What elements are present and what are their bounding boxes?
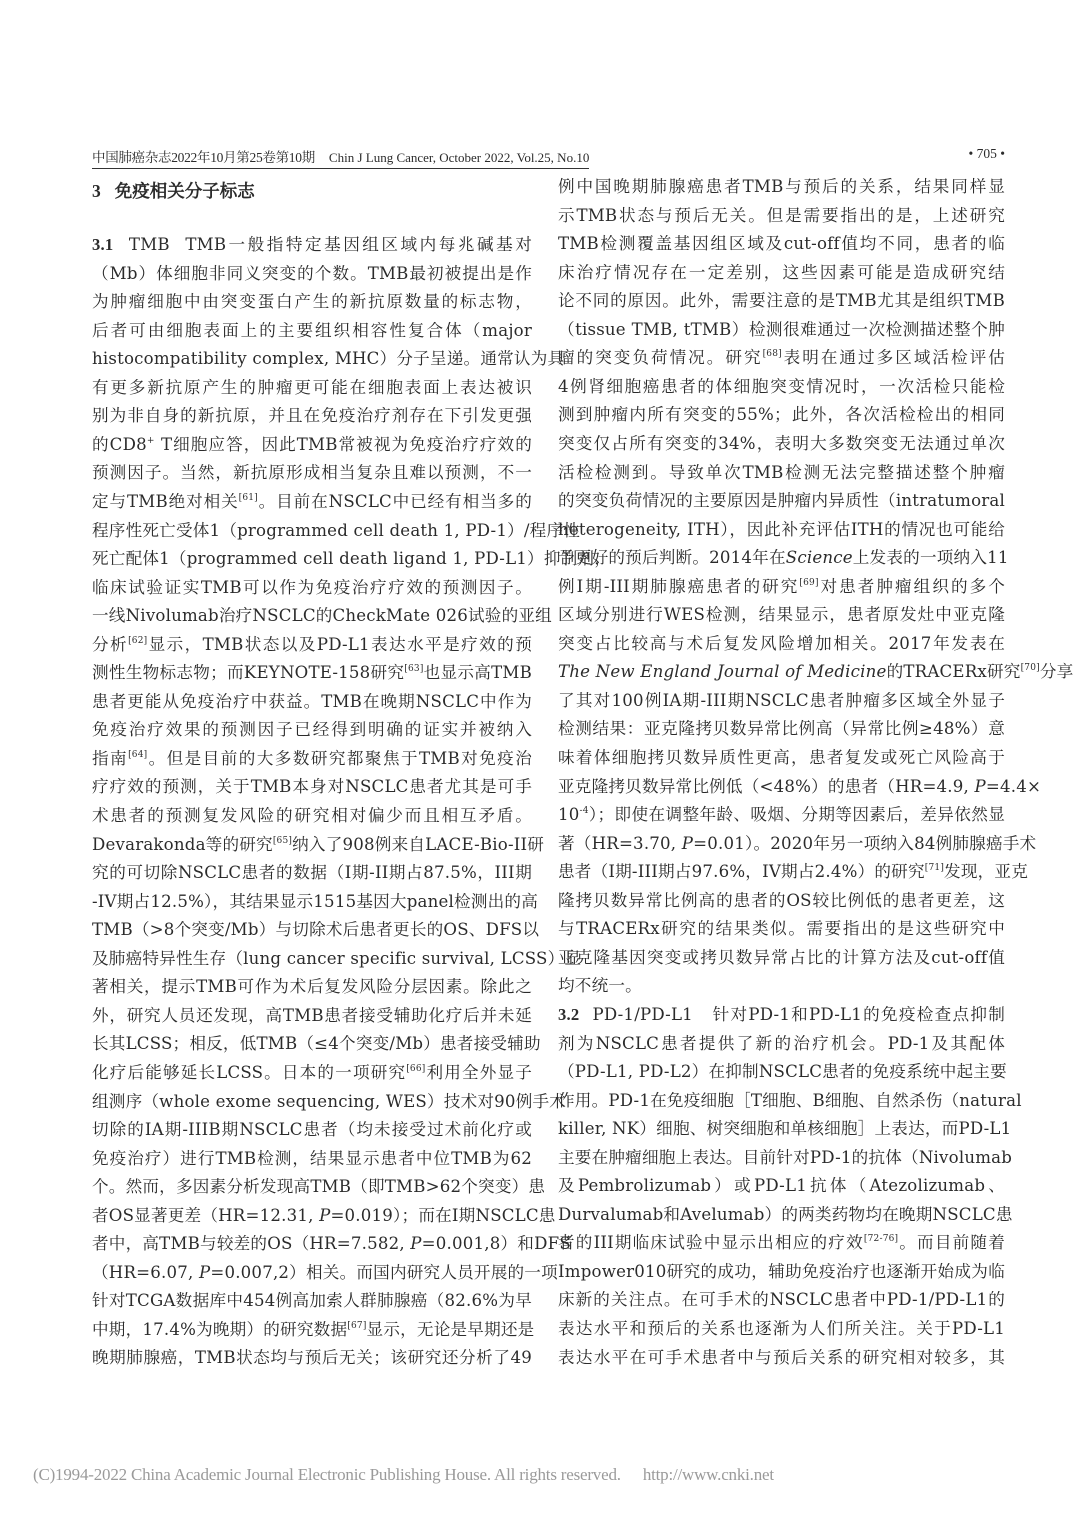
text-line: 化疗后能够延长LCSS。日本的一项研究[66]利用全外显子 — [92, 1062, 532, 1082]
text-line: 突变仅占所有突变的34%，表明大多数突变无法通过单次 — [558, 433, 1005, 453]
text-line: 者OS显著更差（HR=12.31, P=0.019）；而在I期NSCLC患 — [92, 1205, 556, 1225]
text-line: 均不统一。 — [558, 976, 642, 996]
text-line: 患者（I期-III期占97.6%，IV期占2.4%）的研究[71]发现，亚克 — [558, 862, 1029, 882]
text-line: （PD-L1, PD-L2）在抑制NSCLC患者的免疫系统中起主要 — [558, 1062, 1007, 1082]
text-line: 测性生物标志物；而KEYNOTE-158研究[63]也显示高TMB — [92, 663, 532, 683]
text-line: 外，研究人员还发现，高TMB患者接受辅助化疗后并未延 — [92, 1005, 532, 1025]
text-line: 个。然而，多因素分析发现高TMB（即TMB>62个突变）患 — [92, 1177, 546, 1197]
text-line: 临床试验证实TMB可以作为免疫治疗疗效的预测因子。 — [92, 577, 532, 597]
text-line: 表达水平和预后的关系也逐渐为人们所关注。关于PD-L1 — [558, 1319, 1005, 1338]
text-line: 4例肾细胞癌患者的体细胞突变情况时，一次活检只能检 — [558, 376, 1005, 396]
text-line: 免疫治疗）进行TMB检测，结果显示患者中位TMB为62 — [92, 1148, 532, 1168]
text-line: 3.2 PD-1/PD-L1 针对PD-1和PD-L1的免疫检查点抑制 — [558, 1004, 1005, 1024]
text-line: 后者可由细胞表面上的主要组织相容性复合体（major — [92, 320, 532, 340]
text-line: 为肿瘤细胞中由突变蛋白产生的新抗原数量的标志物， — [92, 292, 532, 312]
text-line: 亚克隆拷贝数异常比例低（<48%）的患者（HR=4.9, P=4.4× — [558, 776, 1042, 796]
text-line: 究的可切除NSCLC患者的数据（I期-II期占87.5%，III期 — [92, 863, 532, 883]
text-line: 组测序（whole exome sequencing, WES）技术对90例手术 — [92, 1091, 567, 1111]
footer-url: http://www.cnki.net — [642, 1465, 774, 1484]
text-line: 示TMB状态与预后无关。但是需要指出的是，上述研究 — [558, 205, 1005, 225]
text-line: 患者更能从免疫治疗中获益。TMB在晚期NSCLC中作为 — [92, 691, 532, 711]
text-line: 中期，17.4%为晚期）的研究数据[67]显示，无论是早期还是 — [92, 1319, 535, 1339]
text-line: 味着体细胞拷贝数异质性更高，患者复发或死亡风险高于 — [558, 748, 1005, 767]
text-line: （tissue TMB, tTMB）检测很难通过一次检测描述整个肿 — [558, 319, 1005, 339]
text-line: 突变占比较高与术后复发风险增加相关。2017年发表在 — [558, 633, 1005, 653]
text-line: 预测因子。当然，新抗原形成相当复杂且难以预测，不一 — [92, 463, 532, 483]
text-line: histocompatibility complex, MHC）分子呈递。通常认为具 — [92, 349, 565, 369]
text-line: 一线Nivolumab治疗NSCLC的CheckMate 026试验的亚组 — [92, 606, 552, 626]
text-line: 程序性死亡受体1（programmed cell death 1, PD-1）/程序性 — [92, 520, 581, 540]
text-line: 长其LCSS；相反，低TMB（≤4个突变/Mb）患者接受辅助 — [92, 1034, 541, 1054]
journal-citation — [92, 146, 589, 169]
text-line: 死亡配体1（programmed cell death ligand 1, PD-L1）抑制剂， — [92, 549, 612, 569]
section-heading — [92, 178, 255, 203]
text-line: 者的III期临床试验中显示出相应的疗效[72-76]。而目前随着 — [558, 1233, 1005, 1253]
text-line: 床新的关注点。在可手术的NSCLC患者中PD-1/PD-L1的 — [558, 1290, 1005, 1310]
text-line: 检测结果：亚克隆拷贝数异常比例高（异常比例≥48%）意 — [558, 719, 1005, 739]
text-line: 亚克隆基因突变或拷贝数异常占比的计算方法及cut-off值 — [558, 947, 1005, 967]
text-line: （HR=6.07, P=0.007,2）相关。而国内研究人员开展的一项 — [92, 1262, 558, 1282]
text-line: 测到肿瘤内所有突变的55%；此外，各次活检检出的相同 — [558, 405, 1005, 425]
text-line: 论不同的原因。此外，需要注意的是TMB尤其是组织TMB — [558, 291, 1005, 311]
text-line: Impower010研究的成功，辅助免疫治疗也逐渐开始成为临 — [558, 1261, 1005, 1281]
text-line: 活检检测到。导致单次TMB检测无法完整描述整个肿瘤 — [558, 462, 1005, 482]
text-line: Devarakonda等的研究[65]纳入了908例来自LACE-Bio-II研 — [92, 834, 545, 854]
journal-name-en: Chin J Lung Cancer, October 2022, Vol.25, No.10 — [328, 150, 590, 165]
text-line: 著相关，提示TMB可作为术后复发风险分层因素。除此之 — [92, 977, 532, 997]
page-number: • 705 • — [968, 146, 1005, 161]
text-line: killer, NK）细胞、树突细胞和单核细胞］上表达，而PD-L1 — [558, 1119, 1012, 1139]
text-line: 瘤的突变负荷情况。研究[68]表明在通过多区域活检评估 — [558, 348, 1005, 368]
text-line: 及肺癌特异性生存（lung cancer specific survival, LCSS）显 — [92, 948, 582, 968]
text-line: 及Pembrolizumab）或PD-L1抗体（Atezolizumab、 — [558, 1176, 1005, 1196]
text-line: 3.1 TMB TMB一般指特定基因组区域内每兆碱基对 — [92, 235, 532, 254]
section-title: 免疫相关分子标志 — [114, 182, 255, 202]
text-line: 床治疗情况存在一定差别，这些因素可能是造成研究结 — [558, 262, 1005, 282]
copyright-footer — [0, 1465, 1080, 1485]
text-line: 表达水平在可手术患者中与预后关系的研究相对较多，其 — [558, 1347, 1005, 1367]
text-line: $10^{-4}$）；即使在调整年龄、吸烟、分期等因素后，差异依然显 — [558, 805, 1005, 825]
text-line: 定与TMB绝对相关[61]。目前在NSCLC中已经有相当多的 — [92, 491, 532, 511]
text-line: 有更多新抗原产生的肿瘤更可能在细胞表面上表达被识 — [92, 377, 532, 397]
text-line: 主要在肿瘤细胞上表达。目前针对PD-1的抗体（Nivolumab — [558, 1147, 1013, 1167]
text-line: 与TRACERx研究的结果类似。需要指出的是这些研究中 — [558, 919, 1005, 939]
text-line: 分析[62]显示，TMB状态以及PD-L1表达水平是疗效的预 — [92, 634, 533, 654]
text-line: 者中，高TMB与较差的OS（HR=7.582, P=0.001,8）和DFS — [92, 1234, 571, 1254]
text-line: （Mb）体细胞非同义突变的个数。TMB最初被提出是作 — [92, 263, 532, 283]
text-line: 的突变负荷情况的主要原因是肿瘤内异质性（intratumoral — [558, 491, 1005, 511]
text-line: 切除的IA期-IIIB期NSCLC患者（均未接受过术前化疗或 — [92, 1120, 532, 1140]
section-number: 3 — [92, 181, 101, 201]
copyright-text: (C)1994-2022 China Academic Journal Electronic Publishing House. All rights reserved. — [33, 1465, 621, 1484]
text-line: 剂为NSCLC患者提供了新的治疗机会。PD-1及其配体 — [558, 1033, 1005, 1053]
text-line: 了其对100例IA期-III期NSCLC患者肿瘤多区域全外显子 — [558, 690, 1005, 710]
text-line: 免疫治疗效果的预测因子已经得到明确的证实并被纳入 — [92, 720, 532, 740]
text-line: heterogeneity, ITH），因此补充评估ITH的情况也可能给 — [558, 519, 1005, 539]
text-line: The New England Journal of Medicine的TRACERx研究[70]分享 — [558, 662, 1074, 682]
text-line: Durvalumab和Avelumab）的两类药物均在晚期NSCLC患 — [558, 1204, 1013, 1224]
text-line: 著（HR=3.70, P=0.01）。2020年另一项纳入84例肺腺癌手术 — [558, 833, 1037, 853]
journal-name-cn: 中国肺癌杂志2022年10月第25卷第10期 — [92, 150, 315, 165]
text-line: 例中国晚期肺腺癌患者TMB与预后的关系，结果同样显 — [558, 177, 1005, 196]
text-line: TMB（>8个突变/Mb）与切除术后患者更长的OS、DFS以 — [92, 920, 540, 940]
text-line: 疗疗效的预测，关于TMB本身对NSCLC患者尤其是可手 — [92, 777, 532, 797]
text-line: TMB检测覆盖基因组区域及cut-off值均不同，患者的临 — [558, 234, 1005, 254]
text-line: 的CD8+ T细胞应答，因此TMB常被视为免疫治疗疗效的 — [92, 434, 533, 454]
text-line: 隆拷贝数异常比例高的患者的OS较比例低的患者更差，这 — [558, 890, 1005, 910]
text-line: 别为非自身的新抗原，并且在免疫治疗剂存在下引发更强 — [92, 406, 532, 426]
text-line: 晚期肺腺癌，TMB状态均与预后无关；该研究还分析了49 — [92, 1348, 532, 1368]
text-line: 区域分别进行WES检测，结果显示，患者原发灶中亚克隆 — [558, 605, 1005, 625]
text-line: 予更好的预后判断。2014年在Science上发表的一项纳入11 — [558, 548, 1009, 568]
text-line: 作用。PD-1在免疫细胞［T细胞、B细胞、自然杀伤（natural — [558, 1090, 1022, 1110]
text-line: 指南[64]。但是目前的大多数研究都聚焦于TMB对免疫治 — [92, 748, 532, 768]
text-line: 例I期-III期肺腺癌患者的研究[69]对患者肿瘤组织的多个 — [558, 576, 1005, 596]
running-header — [92, 146, 1005, 168]
text-line: 术患者的预测复发风险的研究相对偏少而且相互矛盾。 — [92, 806, 532, 825]
text-line: -IV期占12.5%），其结果显示1515基因大panel检测出的高 — [92, 891, 539, 911]
text-line: 针对TCGA数据库中454例高加索人群肺腺癌（82.6%为早 — [92, 1291, 532, 1311]
